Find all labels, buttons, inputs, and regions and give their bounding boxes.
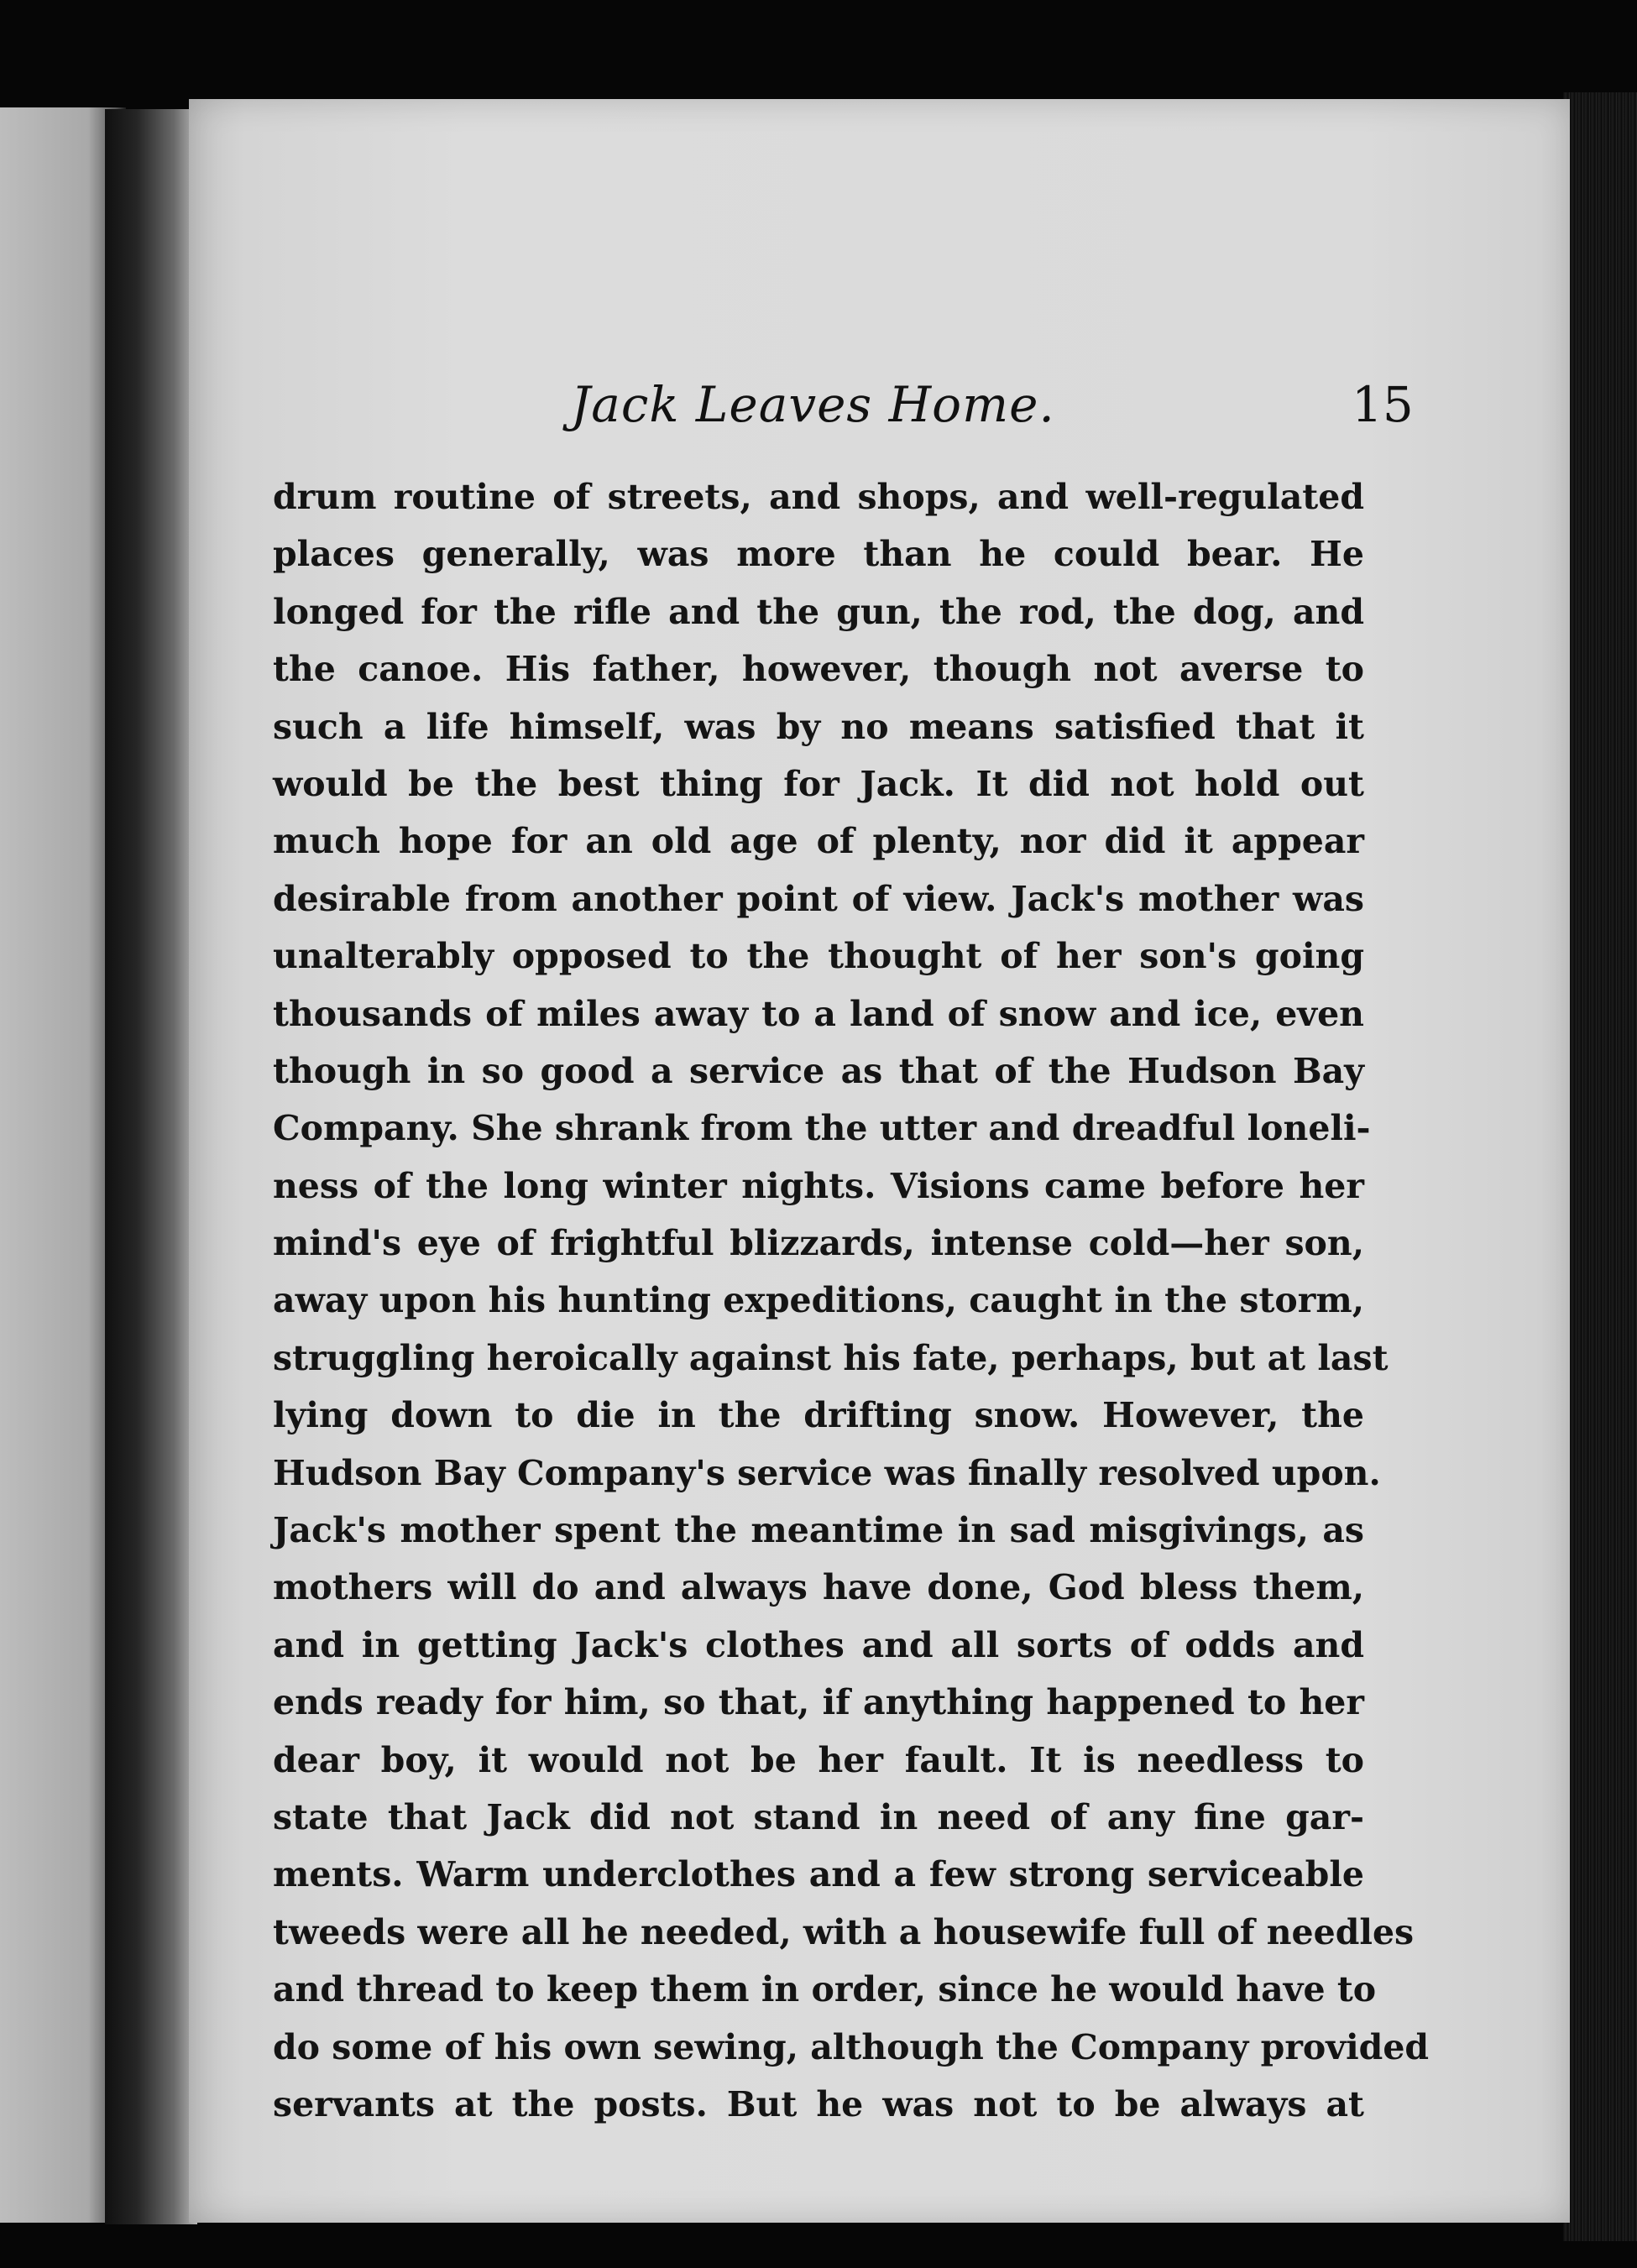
text-line: tweeds were all he needed, with a housewife full of needles — [273, 1911, 1415, 1952]
text-line: longed for the rifle and the gun, the rod, the dog, and — [273, 591, 1364, 632]
text-line: Jack's mother spent the meantime in sad misgivings, as — [273, 1510, 1364, 1551]
text-line: ments. Warm underclothes and a few strong serviceable — [273, 1854, 1364, 1895]
page-number: 15 — [1352, 376, 1414, 433]
text-line: and thread to keep them in order, since he would have to — [273, 1969, 1377, 2010]
text-line: the canoe. His father, however, though not averse to — [273, 649, 1364, 690]
text-line: though in so good a service as that of the Hudson Bay — [273, 1050, 1364, 1091]
book-gutter — [105, 109, 197, 2224]
text-line: dear boy, it would not be her fault. It is needless to — [273, 1739, 1364, 1780]
text-line: much hope for an old age of plenty, nor did it appear — [273, 821, 1364, 862]
text-line: mothers will do and always have done, God bless them, — [273, 1567, 1364, 1608]
text-line: do some of his own sewing, although the Company provided — [273, 2026, 1430, 2067]
text-line: unalterably opposed to the thought of her son's going — [273, 936, 1364, 977]
text-line: and in getting Jack's clothes and all sorts of odds and — [273, 1624, 1364, 1665]
text-line: places generally, was more than he could bear. He — [273, 534, 1364, 575]
text-line: such a life himself, was by no means satisfied that it — [273, 706, 1364, 747]
text-line: Company. She shrank from the utter and dreadful loneli- — [273, 1108, 1371, 1149]
text-line: ends ready for him, so that, if anything happened to her — [273, 1682, 1364, 1723]
running-title: Jack Leaves Home. — [571, 376, 1055, 433]
text-line: servants at the posts. But he was not to be always at — [273, 2083, 1364, 2124]
text-line: away upon his hunting expeditions, caught in the storm, — [273, 1280, 1364, 1321]
text-line: desirable from another point of view. Jack's mother was — [273, 878, 1364, 919]
text-line: Hudson Bay Company's service was finally resolved upon. — [273, 1452, 1381, 1493]
text-line: would be the best thing for Jack. It did not hold out — [273, 763, 1364, 804]
book-page — [189, 99, 1570, 2223]
text-line: state that Jack did not stand in need of any fine gar- — [273, 1796, 1364, 1837]
text-line: lying down to die in the drifting snow. However, the — [273, 1395, 1364, 1436]
text-line: drum routine of streets, and shops, and well-regulated — [273, 477, 1364, 517]
text-line: thousands of miles away to a land of snow and ice, even — [273, 993, 1364, 1034]
body-text — [273, 468, 1430, 2133]
text-line: ness of the long winter nights. Visions came before her — [273, 1165, 1364, 1206]
running-head — [189, 376, 1570, 443]
page-stack-edge — [1563, 92, 1637, 2241]
text-line: mind's eye of frightful blizzards, intense cold—her son, — [273, 1223, 1364, 1264]
text-line: struggling heroically against his fate, perhaps, but at last — [273, 1337, 1389, 1378]
